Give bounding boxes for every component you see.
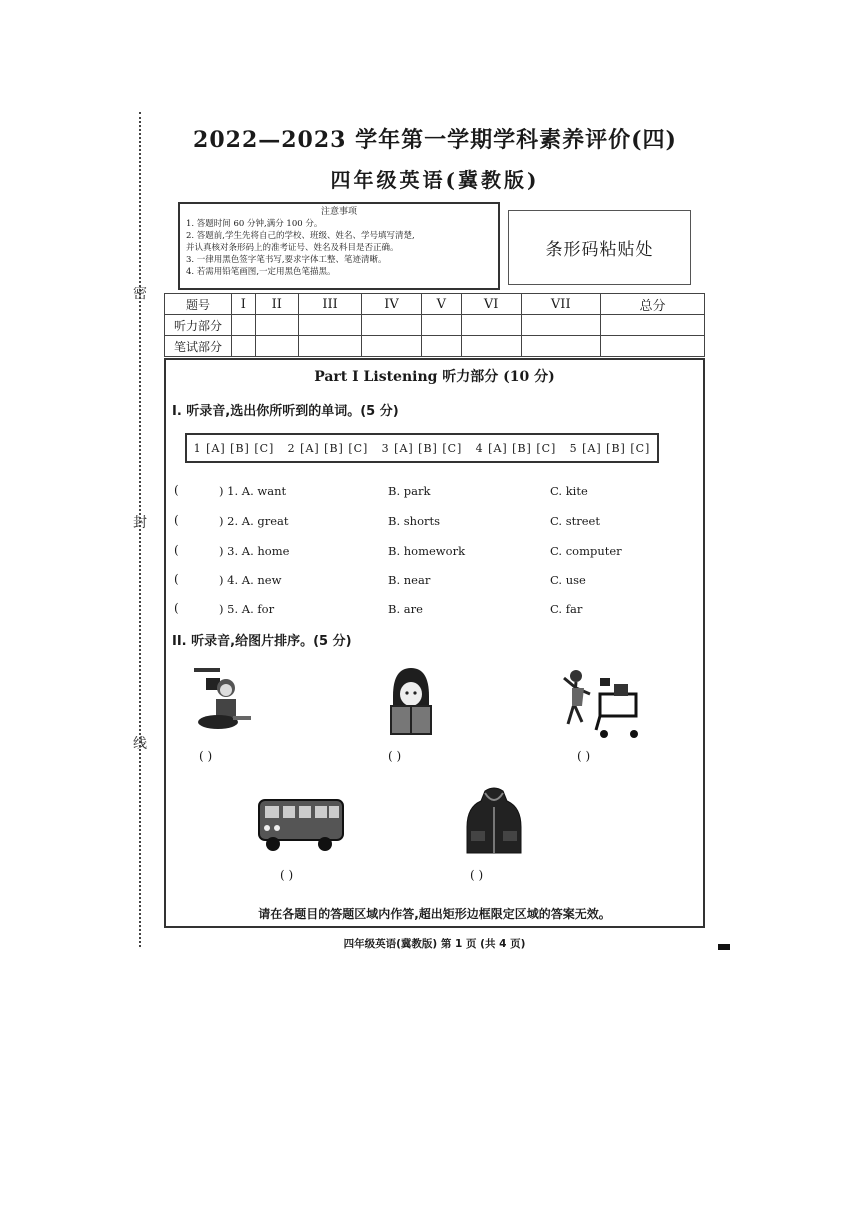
picture-order-blank[interactable]: ( ) (577, 749, 591, 763)
score-cell[interactable] (232, 315, 256, 336)
question-option-c: C. street (550, 514, 600, 528)
picture-order-blank[interactable]: ( ) (280, 868, 294, 882)
answer-option-2[interactable]: 2 [A] [B] [C] (287, 441, 369, 455)
section1-title: I. 听录音,选出你所听到的单词。(5 分) (172, 404, 399, 419)
answer-blank-open[interactable]: ( (174, 513, 179, 527)
question-option-c: C. kite (550, 484, 588, 498)
jacket-picture (463, 787, 525, 857)
question-option-a: ) 5. A. for (219, 602, 275, 616)
score-cell[interactable] (421, 336, 461, 357)
score-cell[interactable] (521, 315, 601, 336)
answer-options-box (185, 433, 659, 463)
score-row-listening (165, 315, 705, 336)
score-cell[interactable] (461, 315, 521, 336)
bus-picture (255, 794, 347, 854)
girl-on-phone-picture (188, 666, 258, 736)
score-table (164, 293, 705, 357)
score-cell[interactable] (299, 336, 362, 357)
picture-order-blank[interactable]: ( ) (388, 749, 402, 763)
score-row-label: 笔试部分 (165, 336, 232, 357)
score-cell[interactable] (299, 315, 362, 336)
notice-line: 并认真核对条形码上的准考证号、姓名及科目是否正确。 (186, 243, 399, 253)
question-option-c: C. computer (550, 544, 622, 558)
answer-blank-open[interactable]: ( (174, 572, 179, 586)
answer-blank-open[interactable]: ( (174, 543, 179, 557)
barcode-area (508, 210, 691, 285)
exam-subtitle: 四年级英语(冀教版) (330, 168, 540, 192)
question-option-c: C. use (550, 573, 586, 587)
question-option-c: C. far (550, 602, 583, 616)
score-header-row (165, 294, 705, 315)
answer-option-5[interactable]: 5 [A] [B] [C] (569, 441, 651, 455)
notice-title: 注意事项 (320, 207, 357, 217)
score-header-cell: VI (461, 294, 521, 315)
picture-order-blank[interactable]: ( ) (199, 749, 213, 763)
answer-area-warning: 请在各题目的答题区域内作答,超出矩形边框限定区域的答案无效。 (258, 907, 611, 921)
notice-line: 3. 一律用黑色签字笔书写,要求字体工整、笔迹清晰。 (186, 255, 387, 265)
score-header-cell: I (232, 294, 256, 315)
question-option-b: B. are (388, 602, 423, 616)
question-option-a: ) 4. A. new (219, 573, 282, 587)
score-cell[interactable] (421, 315, 461, 336)
score-row-label: 听力部分 (165, 315, 232, 336)
page-footer: 四年级英语(冀教版) 第 1 页 (共 4 页) (343, 938, 526, 950)
score-cell[interactable] (232, 336, 256, 357)
question-option-b: B. near (388, 573, 431, 587)
side-mark-xian: 线 (133, 736, 147, 752)
answer-blank-open[interactable]: ( (174, 483, 179, 497)
score-cell[interactable] (362, 336, 422, 357)
girl-reading-book-picture (385, 666, 437, 738)
score-header-cell: V (421, 294, 461, 315)
score-cell[interactable] (362, 315, 422, 336)
score-header-cell: II (255, 294, 298, 315)
scan-mark (718, 944, 730, 950)
picture-order-blank[interactable]: ( ) (470, 868, 484, 882)
score-cell[interactable] (255, 336, 298, 357)
score-cell[interactable] (255, 315, 298, 336)
side-mark-mi: 密 (133, 286, 147, 302)
score-header-cell: IV (362, 294, 422, 315)
exam-title: 2022—2023 学年第一学期学科素养评价(四) (193, 127, 677, 153)
question-option-a: ) 2. A. great (219, 514, 289, 528)
score-header-cell: 题号 (165, 294, 232, 315)
question-option-a: ) 1. A. want (219, 484, 287, 498)
score-cell[interactable] (521, 336, 601, 357)
score-header-cell: III (299, 294, 362, 315)
notice-line: 4. 若需用铅笔画图,一定用黑色笔描黑。 (186, 267, 336, 277)
part1-heading: Part I Listening 听力部分 (10 分) (314, 369, 555, 385)
notice-line: 1. 答题时间 60 分钟,满分 100 分。 (186, 219, 323, 229)
question-option-a: ) 3. A. home (219, 544, 290, 558)
girl-with-shopping-cart-picture (560, 664, 650, 744)
section2-title: II. 听录音,给图片排序。(5 分) (172, 634, 352, 649)
question-option-b: B. homework (388, 544, 466, 558)
answer-blank-open[interactable]: ( (174, 601, 179, 615)
answer-option-1[interactable]: 1 [A] [B] [C] (193, 441, 275, 455)
answer-option-4[interactable]: 4 [A] [B] [C] (475, 441, 557, 455)
answer-option-3[interactable]: 3 [A] [B] [C] (381, 441, 463, 455)
score-cell[interactable] (461, 336, 521, 357)
question-option-b: B. park (388, 484, 431, 498)
score-row-written (165, 336, 705, 357)
notice-box (178, 202, 500, 290)
barcode-label: 条形码粘贴处 (545, 240, 654, 260)
side-mark-feng: 封 (133, 515, 147, 531)
score-cell[interactable] (601, 315, 705, 336)
score-cell[interactable] (601, 336, 705, 357)
notice-line: 2. 答题前,学生先将自己的学校、班级、姓名、学号填写清楚, (186, 231, 415, 241)
score-header-cell: 总分 (601, 294, 705, 315)
question-option-b: B. shorts (388, 514, 441, 528)
score-header-cell: VII (521, 294, 601, 315)
